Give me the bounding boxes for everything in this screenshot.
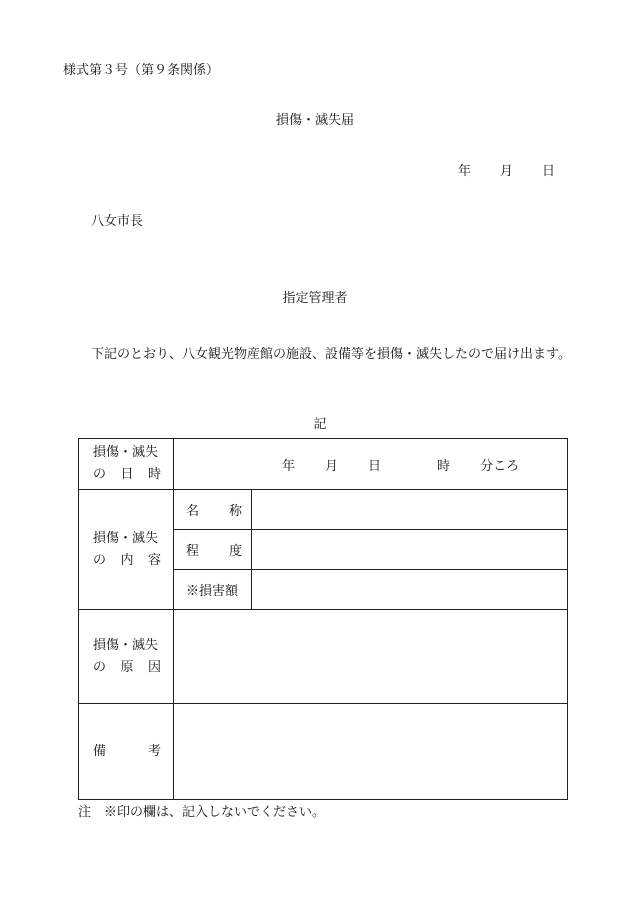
remarks-label — [79, 704, 174, 800]
dt-hour: 時 — [437, 458, 451, 474]
label-char: 内 — [120, 552, 134, 568]
datetime-label — [79, 439, 174, 490]
label-char: 時 — [147, 467, 161, 482]
name-label — [174, 490, 252, 530]
label-char: 度 — [228, 544, 242, 559]
row-cause — [79, 610, 568, 704]
remarks-field[interactable] — [174, 704, 568, 800]
date-day: 日 — [542, 164, 556, 179]
addressee: 八女市長 — [91, 214, 144, 229]
datetime-label-line1: 損傷・滅失 — [93, 445, 159, 460]
date-year: 年 — [458, 164, 472, 179]
cause-label-line1: 損傷・滅失 — [93, 637, 159, 653]
label-char: 程 — [186, 544, 200, 559]
damage-amount-field[interactable] — [252, 570, 568, 610]
label-char: 原 — [120, 659, 134, 675]
content-label — [79, 490, 174, 610]
label-char: の — [93, 659, 107, 675]
report-form-table — [78, 438, 568, 800]
row-remarks — [79, 704, 568, 800]
dt-year: 年 — [282, 458, 296, 474]
name-field[interactable] — [252, 490, 568, 530]
datetime-label-line2 — [93, 464, 161, 486]
document-title: 損傷・滅失届 — [275, 113, 354, 128]
dt-day: 日 — [368, 458, 382, 474]
content-label-line2 — [93, 550, 161, 572]
body-text: 下記のとおり、八女観光物産館の施設、設備等を損傷・滅失したので届け出ます。 — [91, 347, 571, 362]
submitter-label: 指定管理者 — [282, 291, 348, 306]
degree-field[interactable] — [252, 530, 568, 570]
cause-field[interactable] — [174, 610, 568, 704]
ki-heading: 記 — [313, 417, 327, 432]
label-char: 名 — [186, 504, 200, 519]
label-char: 因 — [147, 659, 161, 675]
damage-amount-label: ※損害額 — [174, 570, 252, 610]
row-content-name — [79, 490, 568, 530]
dt-month: 月 — [325, 458, 339, 474]
label-char: 考 — [147, 743, 161, 759]
label-char: の — [93, 552, 107, 568]
row-datetime — [79, 439, 568, 490]
degree-label — [174, 530, 252, 570]
dt-minute: 分ころ — [480, 458, 520, 474]
footnote: 注 ※印の欄は、記入しないでください。 — [78, 805, 326, 820]
label-char: 容 — [147, 552, 161, 568]
datetime-field[interactable] — [174, 439, 568, 490]
cause-label-line2 — [93, 657, 161, 679]
content-label-line1: 損傷・滅失 — [93, 530, 159, 546]
form-number: 様式第３号（第９条関係） — [63, 63, 220, 78]
cause-label — [79, 610, 174, 704]
label-char: 日 — [120, 467, 134, 482]
submission-date — [458, 165, 555, 178]
label-char: 称 — [228, 504, 242, 519]
label-char: の — [93, 467, 107, 482]
label-char: 備 — [93, 743, 107, 759]
date-month: 月 — [500, 164, 514, 179]
